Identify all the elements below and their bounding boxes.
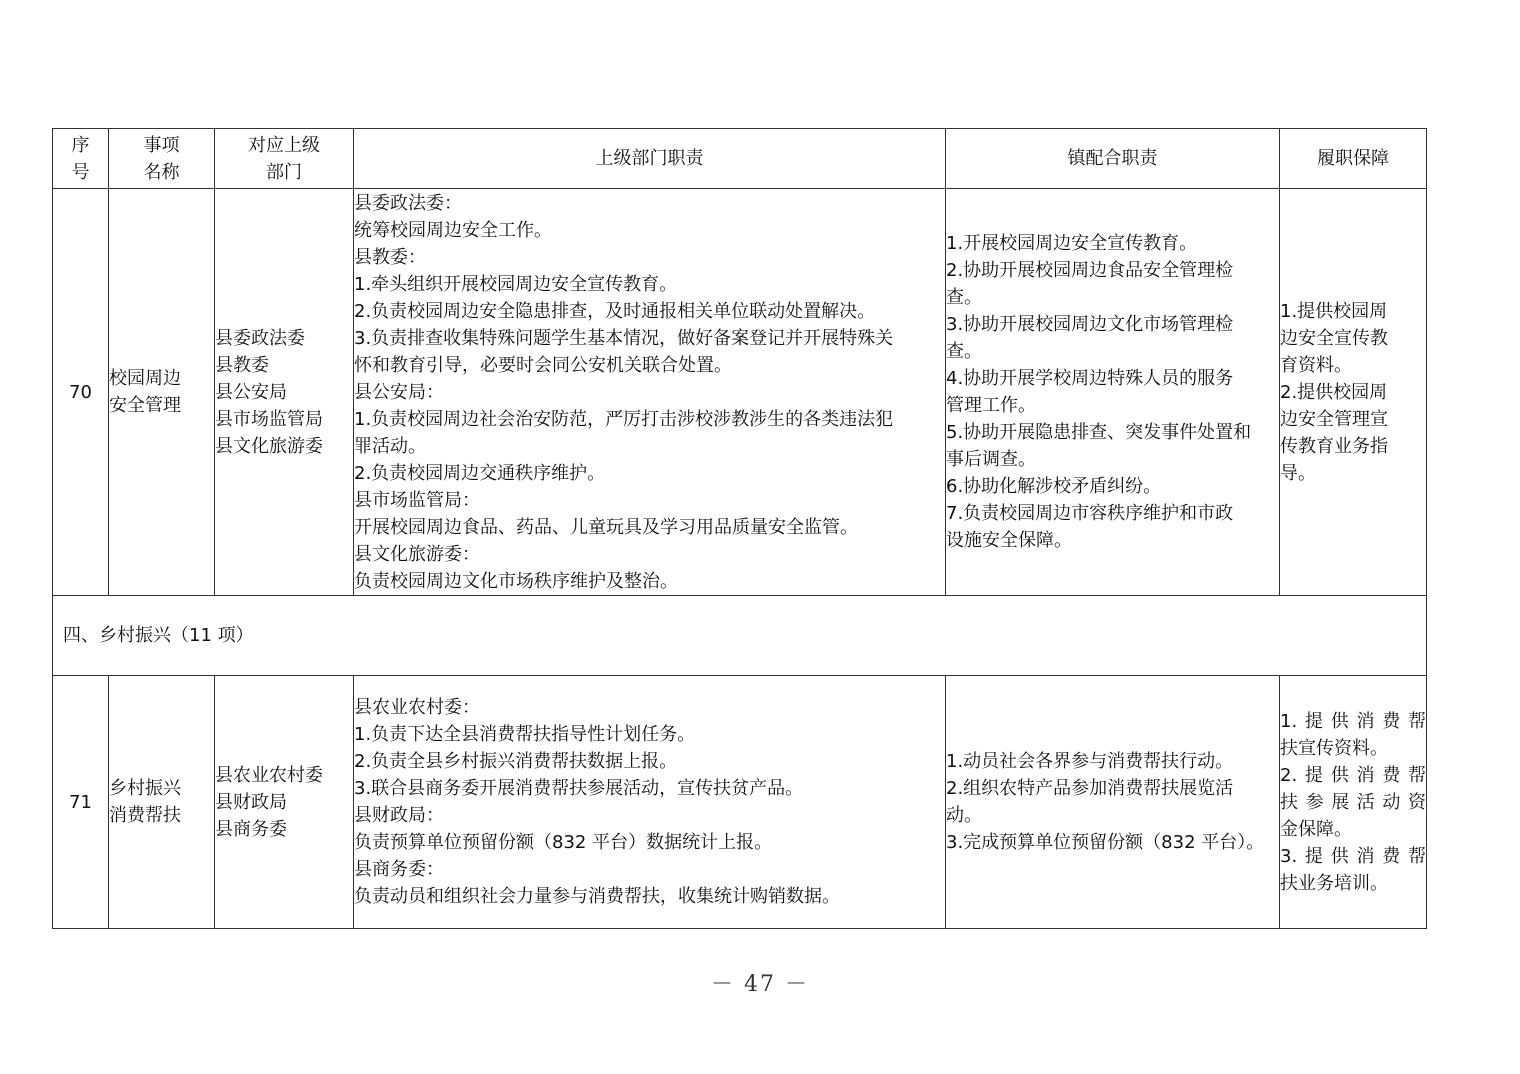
upper-dept-cell: 县农业农村委 县财政局 县商务委 <box>215 676 354 929</box>
town-duty-cell: 1.开展校园周边安全宣传教育。 2.协助开展校园周边食品安全管理检 查。 3.协助开展校园周边文化市场管理检 查。 4.协助开展学校周边特殊人员的服务 管理工作。 5.协助开展隐患排查、突发事件处置和 事后调查。 6.协助化解涉校矛盾纠纷。 7.负责校园周边市容秩序维护和市政 设施安全保障。 <box>946 189 1280 596</box>
item-name-cell: 乡村振兴 消费帮扶 <box>109 676 215 929</box>
town-duty-cell: 1.动员社会各界参与消费帮扶行动。 2.组织农特产品参加消费帮扶展览活 动。 3.完成预算单位预留份额（832 平台）。 <box>946 676 1280 929</box>
section-title: 四、乡村振兴（11 项） <box>53 596 1427 676</box>
header-guarantee: 履职保障 <box>1280 129 1427 189</box>
header-seq: 序 号 <box>53 129 109 189</box>
table-header-row <box>53 129 1427 189</box>
header-upper-dept: 对应上级 部门 <box>215 129 354 189</box>
guarantee-cell: 1.提供消费帮 扶宣传资料。 2.提供消费帮 扶参展活动资 金保障。 3.提供消费帮 扶业务培训。 <box>1280 676 1427 929</box>
header-upper-duty: 上级部门职责 <box>354 129 946 189</box>
guarantee-cell: 1.提供校园周 边安全宣传教 育资料。 2.提供校园周 边安全管理宣 传教育业务指 导。 <box>1280 189 1427 596</box>
seq-cell: 71 <box>53 676 109 929</box>
seq-cell: 70 <box>53 189 109 596</box>
item-name-cell: 校园周边 安全管理 <box>109 189 215 596</box>
header-item-name: 事项 名称 <box>109 129 215 189</box>
duty-table <box>52 128 1427 929</box>
upper-dept-cell: 县委政法委 县教委 县公安局 县市场监管局 县文化旅游委 <box>215 189 354 596</box>
table-row <box>53 189 1427 596</box>
upper-duty-cell: 县委政法委： 统筹校园周边安全工作。 县教委： 1.牵头组织开展校园周边安全宣传教育。 2.负责校园周边安全隐患排查，及时通报相关单位联动处置解决。 3.负责排查收集特殊问题学生基本情况，做好备案登记并开展特殊关 怀和教育引导，必要时会同公安机关联合处置。 县公安局： 1.负责校园周边社会治安防范，严厉打击涉校涉教涉生的各类违法犯 罪活动。 2.负责校园周边交通秩序维护。 县市场监管局： 开展校园周边食品、药品、儿童玩具及学习用品质量安全监管。 县文化旅游委： 负责校园周边文化市场秩序维护及整治。 <box>354 189 946 596</box>
table-row <box>53 676 1427 929</box>
section-row <box>53 596 1427 676</box>
header-town-duty: 镇配合职责 <box>946 129 1280 189</box>
upper-duty-cell: 县农业农村委： 1.负责下达全县消费帮扶指导性计划任务。 2.负责全县乡村振兴消费帮扶数据上报。 3.联合县商务委开展消费帮扶参展活动，宣传扶贫产品。 县财政局： 负责预算单位预留份额（832 平台）数据统计上报。 县商务委： 负责动员和组织社会力量参与消费帮扶，收集统计购销数据。 <box>354 676 946 929</box>
page-number: － 47 － <box>711 972 809 997</box>
